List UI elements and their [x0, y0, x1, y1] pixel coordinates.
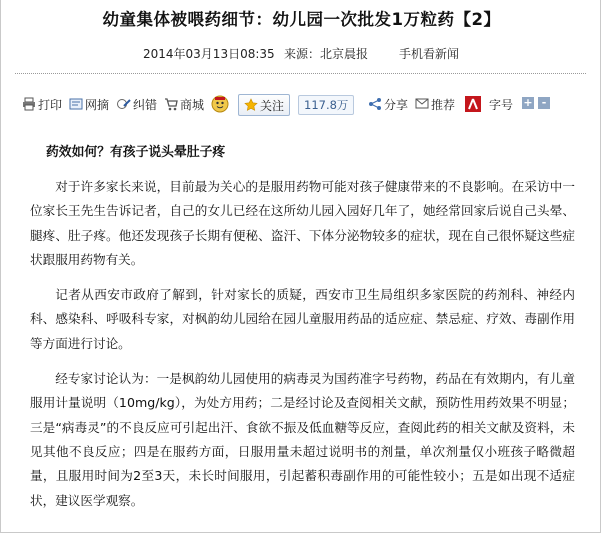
share-icon	[368, 97, 382, 111]
recommend-label: 推荐	[431, 97, 456, 112]
article-paragraph: 对于许多家长来说，目前最为关心的是服用药物可能对孩子健康带来的不良影响。在采访中一位家长王先生告诉记者，自己的女儿已经在这所幼儿园入园好几年了，她经常回家后说自己头晕、腿疼、肚子疼。他还发现孩子长期有便秘、盗汗、下体分泌物较多的症状，现在自己很怀疑这些症状跟服用药物有关。	[30, 179, 575, 267]
article-body	[30, 142, 575, 524]
font-increase-button[interactable]: +	[523, 96, 533, 109]
font-decrease-button[interactable]: -	[538, 97, 550, 109]
page-title: 幼童集体被喂药细节：幼儿园一次批发1万粒药【2】	[102, 10, 501, 29]
publish-datetime: 2014年03月13日08:35	[143, 47, 275, 61]
people-logo-icon	[465, 96, 481, 112]
mascot-avatar[interactable]	[211, 93, 231, 115]
article-paragraph: 经专家讨论认为：一是枫韵幼儿园使用的病毒灵为国药准字号药物，药品在有效期内，有儿童服用计量说明（10mg/kg），为处方用药；二是经讨论及查阅相关文献，预防性用药效果不明显；三是“病毒灵”的不良反应可引起出汗、食欲不振及低血糖等反应，查阅此药的相关文献及资料，未见其他不良反应；四是在服药方面，日服用量未超过说明书的剂量，单次剂量仅小班孩子略微超量，且服用时间为2至3天，未长时间服用，引起蓄积毒副作用的可能性较小；五是如出现不适症状，建议医学观察。	[30, 371, 575, 508]
mascot-icon	[211, 95, 229, 113]
print-button[interactable]	[22, 93, 62, 115]
star-icon	[244, 98, 258, 112]
article-subheading: 药效如何？有孩子说头晕肚子疼	[46, 145, 226, 160]
edit-icon	[117, 97, 131, 111]
printer-icon	[22, 97, 36, 111]
mall-button[interactable]	[164, 93, 204, 115]
share-button[interactable]	[368, 93, 408, 115]
article-toolbar	[1, 93, 601, 117]
recommend-icon	[415, 97, 429, 111]
correct-button[interactable]	[117, 93, 157, 115]
mobile-news-link[interactable]: 手机看新闻	[399, 47, 460, 61]
font-size-label: 字号	[489, 97, 514, 112]
article-paragraph: 记者从西安市政府了解到，针对家长的质疑，西安市卫生局组织多家医院的药剂科、神经内科、感染科、呼吸科专家，对枫韵幼儿园给在园儿童服用药品的适应症、禁忌症、疗效、毒副作用等方面进行讨论。	[30, 287, 575, 351]
brand-logo[interactable]	[465, 93, 483, 115]
meta-divider	[15, 73, 586, 74]
bookmark-icon	[69, 97, 83, 111]
follow-button[interactable]	[238, 94, 290, 116]
print-label: 打印	[38, 97, 63, 112]
netpick-button[interactable]	[69, 93, 109, 115]
mall-label: 商城	[180, 97, 205, 112]
cart-icon	[164, 97, 178, 111]
recommend-button[interactable]	[415, 93, 455, 115]
follow-label: 关注	[260, 98, 285, 113]
correct-label: 纠错	[133, 97, 158, 112]
follow-count-badge: 117.8万	[298, 95, 354, 115]
share-label: 分享	[384, 97, 409, 112]
netpick-label: 网摘	[85, 97, 110, 112]
source-label: 来源：北京晨报	[284, 47, 369, 61]
